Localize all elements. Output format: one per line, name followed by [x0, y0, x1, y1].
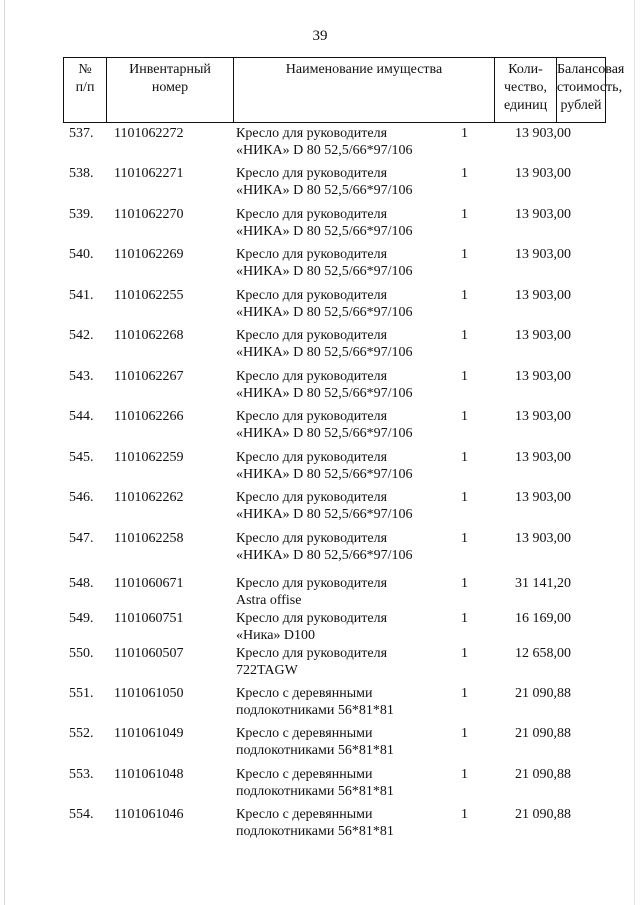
row-number: 548. — [69, 576, 94, 591]
item-name: Кресло для руководителя «НИКА» D 80 52,5/66*97/106 — [236, 126, 413, 158]
row-number: 539. — [69, 207, 94, 222]
item-quantity: 1 — [461, 576, 468, 591]
table-row — [0, 610, 640, 650]
inventory-number: 1101062270 — [114, 207, 184, 222]
item-name: Кресло для руководителя «НИКА» D 80 52,5/66*97/106 — [236, 288, 413, 320]
row-number: 554. — [69, 807, 94, 822]
header-name: Наименование имущества — [234, 58, 495, 123]
inventory-number: 1101062269 — [114, 247, 184, 262]
inventory-number: 1101062268 — [114, 328, 184, 343]
table-header — [63, 57, 625, 123]
item-name: Кресло для руководителя «НИКА» D 80 52,5/66*97/106 — [236, 247, 413, 279]
item-cost: 13 903,00 — [515, 126, 571, 141]
table-row — [0, 806, 640, 846]
row-number: 546. — [69, 490, 94, 505]
item-name: Кресло для руководителя «НИКА» D 80 52,5/66*97/106 — [236, 531, 413, 563]
inventory-number: 1101062267 — [114, 369, 184, 384]
row-number: 543. — [69, 369, 94, 384]
inventory-number: 1101062259 — [114, 450, 184, 465]
table-row — [0, 125, 640, 165]
item-quantity: 1 — [461, 686, 468, 701]
table-row — [0, 206, 640, 246]
row-number: 551. — [69, 686, 94, 701]
item-cost: 13 903,00 — [515, 288, 571, 303]
item-cost: 12 658,00 — [515, 646, 571, 661]
inventory-number: 1101061048 — [114, 767, 184, 782]
item-quantity: 1 — [461, 409, 468, 424]
table-row — [0, 449, 640, 489]
item-name: Кресло для руководителя «Ника» D100 — [236, 611, 388, 643]
item-quantity: 1 — [461, 166, 468, 181]
row-number: 552. — [69, 726, 94, 741]
inventory-number: 1101060751 — [114, 611, 184, 626]
header-num: № п/п — [64, 58, 107, 123]
item-cost: 13 903,00 — [515, 166, 571, 181]
table-row — [0, 287, 640, 327]
item-cost: 21 090,88 — [515, 807, 571, 822]
item-cost: 13 903,00 — [515, 450, 571, 465]
item-cost: 13 903,00 — [515, 328, 571, 343]
item-quantity: 1 — [461, 288, 468, 303]
item-quantity: 1 — [461, 450, 468, 465]
inventory-number: 1101060671 — [114, 576, 184, 591]
header-cost: Балансовая стоимость, рублей — [557, 58, 606, 123]
row-number: 547. — [69, 531, 94, 546]
table-row — [0, 766, 640, 806]
table-row — [0, 685, 640, 725]
inventory-number: 1101062255 — [114, 288, 184, 303]
item-cost: 13 903,00 — [515, 490, 571, 505]
item-quantity: 1 — [461, 247, 468, 262]
header-quantity: Коли- чество, единиц — [495, 58, 557, 123]
item-quantity: 1 — [461, 767, 468, 782]
item-quantity: 1 — [461, 207, 468, 222]
item-cost: 21 090,88 — [515, 726, 571, 741]
item-cost: 21 090,88 — [515, 767, 571, 782]
item-quantity: 1 — [461, 726, 468, 741]
item-cost: 13 903,00 — [515, 409, 571, 424]
table-row — [0, 327, 640, 367]
inventory-number: 1101062258 — [114, 531, 184, 546]
item-quantity: 1 — [461, 369, 468, 384]
inventory-number: 1101060507 — [114, 646, 184, 661]
inventory-number: 1101061050 — [114, 686, 184, 701]
item-name: Кресло для руководителя «НИКА» D 80 52,5/66*97/106 — [236, 450, 413, 482]
table-row — [0, 530, 640, 570]
item-name: Кресло для руководителя «НИКА» D 80 52,5/66*97/106 — [236, 369, 413, 401]
item-cost: 13 903,00 — [515, 369, 571, 384]
item-cost: 13 903,00 — [515, 247, 571, 262]
row-number: 545. — [69, 450, 94, 465]
item-cost: 31 141,20 — [515, 576, 571, 591]
row-number: 537. — [69, 126, 94, 141]
item-name: Кресло для руководителя Astra offise — [236, 576, 388, 608]
header-inventory: Инвентарный номер — [107, 58, 234, 123]
item-quantity: 1 — [461, 611, 468, 626]
table-row — [0, 408, 640, 448]
table-row — [0, 645, 640, 685]
inventory-number: 1101062266 — [114, 409, 184, 424]
item-quantity: 1 — [461, 490, 468, 505]
inventory-number: 1101061046 — [114, 807, 184, 822]
item-cost: 13 903,00 — [515, 207, 571, 222]
table-row — [0, 246, 640, 286]
inventory-number: 1101061049 — [114, 726, 184, 741]
row-number: 549. — [69, 611, 94, 626]
table-row — [0, 725, 640, 765]
row-number: 540. — [69, 247, 94, 262]
item-quantity: 1 — [461, 646, 468, 661]
table-row — [0, 489, 640, 529]
item-cost: 16 169,00 — [515, 611, 571, 626]
item-name: Кресло с деревянными подлокотниками 56*81*81 — [236, 686, 394, 718]
item-name: Кресло с деревянными подлокотниками 56*81*81 — [236, 807, 394, 839]
item-name: Кресло для руководителя «НИКА» D 80 52,5/66*97/106 — [236, 490, 413, 522]
item-name: Кресло с деревянными подлокотниками 56*81*81 — [236, 767, 394, 799]
row-number: 553. — [69, 767, 94, 782]
row-number: 541. — [69, 288, 94, 303]
item-cost: 13 903,00 — [515, 531, 571, 546]
item-name: Кресло с деревянными подлокотниками 56*81*81 — [236, 726, 394, 758]
page-number: 39 — [312, 28, 328, 44]
item-quantity: 1 — [461, 328, 468, 343]
table-row — [0, 575, 640, 615]
row-number: 550. — [69, 646, 94, 661]
table-row — [0, 368, 640, 408]
item-quantity: 1 — [461, 126, 468, 141]
item-quantity: 1 — [461, 531, 468, 546]
item-name: Кресло для руководителя 722TAGW — [236, 646, 388, 678]
row-number: 542. — [69, 328, 94, 343]
item-name: Кресло для руководителя «НИКА» D 80 52,5/66*97/106 — [236, 207, 413, 239]
item-name: Кресло для руководителя «НИКА» D 80 52,5/66*97/106 — [236, 409, 413, 441]
row-number: 544. — [69, 409, 94, 424]
inventory-number: 1101062272 — [114, 126, 184, 141]
item-name: Кресло для руководителя «НИКА» D 80 52,5/66*97/106 — [236, 328, 413, 360]
inventory-number: 1101062262 — [114, 490, 184, 505]
inventory-number: 1101062271 — [114, 166, 184, 181]
item-name: Кресло для руководителя «НИКА» D 80 52,5/66*97/106 — [236, 166, 413, 198]
item-cost: 21 090,88 — [515, 686, 571, 701]
row-number: 538. — [69, 166, 94, 181]
table-row — [0, 165, 640, 205]
item-quantity: 1 — [461, 807, 468, 822]
